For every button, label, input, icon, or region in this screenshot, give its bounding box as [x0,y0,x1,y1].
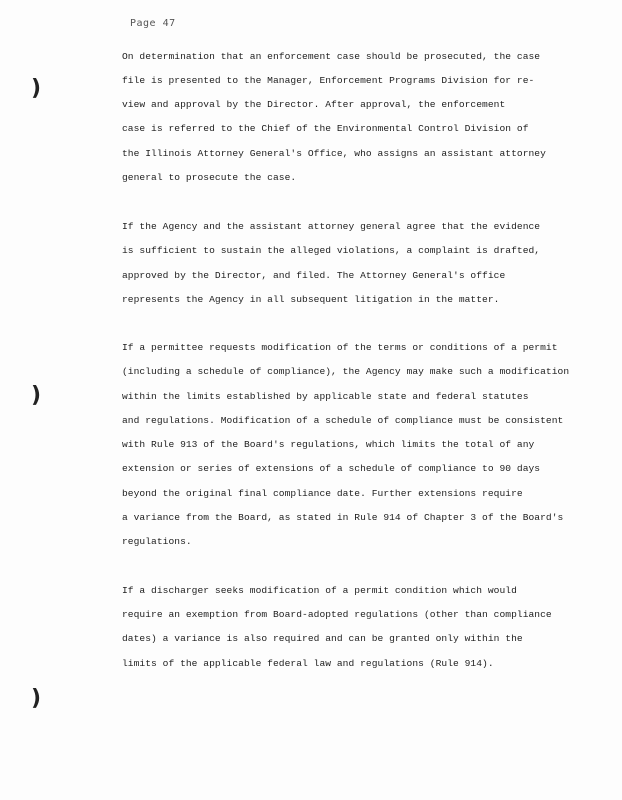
text-line: On determination that an enforcement case should be prosecuted, the case [122,51,541,62]
text-line: represents the Agency in all subsequent litigation in the matter. [122,294,500,305]
text-line: approved by the Director, and filed. The Attorney General's office [122,270,506,281]
text-line: require an exemption from Board-adopted regulations (other than compliance [122,609,552,620]
text-line: is sufficient to sustain the alleged violations, a complaint is drafted, [122,245,541,256]
text-line: limits of the applicable federal law and regulations (Rule 914). [122,658,494,669]
text-line: with Rule 913 of the Board's regulations, which limits the total of any [122,439,535,450]
text-line: If the Agency and the assistant attorney general agree that the evidence [122,221,541,232]
text-line: the Illinois Attorney General's Office, who assigns an assistant attorney [122,148,546,159]
text-line: regulations. [122,536,192,547]
page-number: Page 47 [130,18,176,29]
text-line: and regulations. Modification of a schedule of compliance must be consistent [122,415,564,426]
punch-hole-mark: ) [31,686,42,711]
text-line: a variance from the Board, as stated in Rule 914 of Chapter 3 of the Board's [122,512,564,523]
text-line: If a discharger seeks modification of a permit condition which would [122,585,517,596]
text-line: view and approval by the Director. After approval, the enforcement [122,99,506,110]
text-line: (including a schedule of compliance), the Agency may make such a modification [122,366,570,377]
text-line: general to prosecute the case. [122,172,297,183]
punch-hole-mark: ) [31,383,42,408]
text-line: dates) a variance is also required and can be granted only within the [122,633,523,644]
text-line: extension or series of extensions of a schedule of compliance to 90 days [122,463,541,474]
punch-hole-mark: ) [31,76,42,101]
text-line: file is presented to the Manager, Enforcement Programs Division for re- [122,75,535,86]
text-line: case is referred to the Chief of the Environmental Control Division of [122,123,529,134]
text-line: within the limits established by applicable state and federal statutes [122,391,529,402]
text-line: If a permittee requests modification of the terms or conditions of a permit [122,342,558,353]
text-line: beyond the original final compliance date. Further extensions require [122,488,523,499]
